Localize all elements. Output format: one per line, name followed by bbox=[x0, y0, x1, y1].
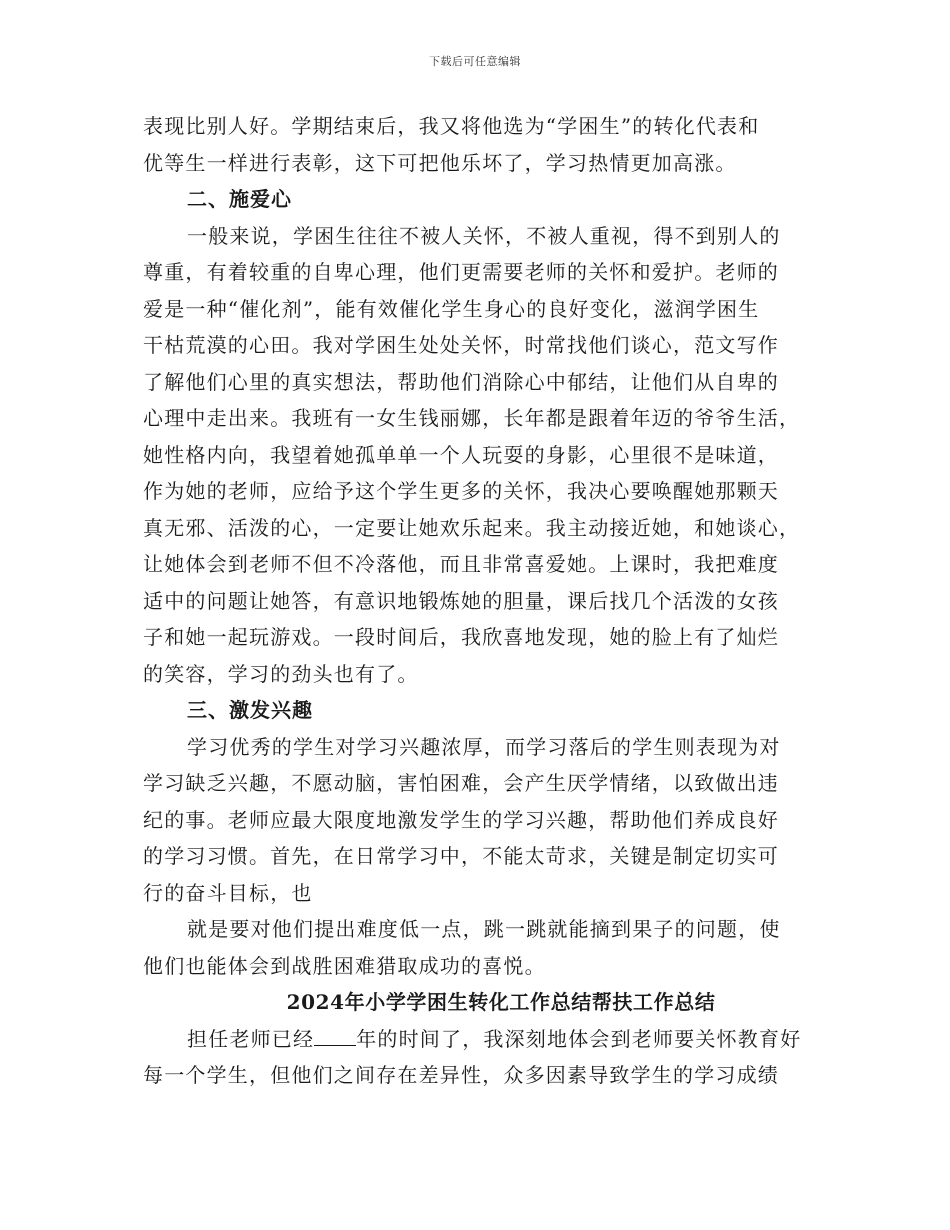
body-line: 学习优秀的学生对学习兴趣浓厚，而学习落后的学生则表现为对 bbox=[187, 734, 781, 759]
body-line: 真无邪、活泼的心，一定要让她欢乐起来。我主动接近她，和她谈心， bbox=[143, 515, 801, 540]
body-line: 学习缺乏兴趣，不愿动脑，害怕困难，会产生厌学情绪，以致做出违 bbox=[143, 771, 779, 795]
fill-in-blank bbox=[314, 1027, 356, 1046]
body-line: 的学习习惯。首先，在日常学习中，不能太苛求，关键是制定切实可 bbox=[143, 844, 779, 868]
body-line: 她性格内向，我望着她孤单单一个人玩耍的身影，心里很不是味道， bbox=[143, 442, 779, 467]
body-line bbox=[143, 1021, 823, 1058]
body-line: 表现比别人好。学期结束后，我又将他选为“学困生”的转化代表和 bbox=[143, 114, 760, 138]
body-line: 爱是一种“催化剂”，能有效催化学生身心的良好变化，滋润学困生 bbox=[143, 296, 760, 321]
body-line: 就是要对他们提出难度低一点，跳一跳就能摘到果子的问题，使 bbox=[187, 917, 781, 941]
line-end-text: 年的时间了，我深刻地体会到老师要关怀教育好 bbox=[356, 1026, 802, 1051]
section-heading: 二、施爱心 bbox=[187, 187, 292, 211]
body-line: 尊重，有着较重的自卑心理，他们更需要老师的关怀和爱护。老师的 bbox=[143, 260, 779, 284]
page-header: 下载后可任意编辑 bbox=[429, 55, 521, 68]
body-line: 子和她一起玩游戏。一段时间后，我欣喜地发现，她的脸上有了灿烂 bbox=[143, 625, 779, 649]
body-line: 优等生一样进行表彰，这下可把他乐坏了，学习热情更加高涨。 bbox=[143, 150, 737, 175]
body-line: 纪的事。老师应最大限度地激发学生的学习兴趣，帮助他们养成良好 bbox=[143, 807, 779, 832]
document-title: 2024年小学学困生转化工作总结帮扶工作总结 bbox=[286, 990, 716, 1014]
body-line: 的笑容，学习的劲头也有了。 bbox=[143, 661, 419, 686]
body-line: 作为她的老师，应给予这个学生更多的关怀，我决心要唤醒她那颗天 bbox=[143, 479, 779, 503]
body-line: 他们也能体会到战胜困难猎取成功的喜悦。 bbox=[143, 953, 546, 978]
line-start-text: 担任老师已经 bbox=[187, 1026, 315, 1051]
body-line: 了解他们心里的真实想法，帮助他们消除心中郁结，让他们从自卑的 bbox=[143, 369, 779, 394]
document-body bbox=[143, 108, 823, 1094]
body-line: 干枯荒漠的心田。我对学困生处处关怀，时常找他们谈心，范文写作 bbox=[143, 333, 779, 357]
body-line: 一般来说，学困生往往不被人关怀，不被人重视，得不到别人的 bbox=[187, 223, 781, 248]
section-heading: 三、激发兴趣 bbox=[187, 698, 313, 722]
body-line: 心理中走出来。我班有一女生钱丽娜，长年都是跟着年迈的爷爷生活， bbox=[143, 406, 801, 430]
body-line: 行的奋斗目标，也 bbox=[143, 880, 313, 905]
body-line: 每一个学生，但他们之间存在差异性，众多因素导致学生的学习成绩 bbox=[143, 1063, 779, 1087]
body-line: 让她体会到老师不但不冷落他，而且非常喜爱她。上课时，我把难度 bbox=[143, 552, 779, 576]
body-line: 适中的问题让她答，有意识地锻炼她的胆量，课后找几个活泼的女孩 bbox=[143, 588, 779, 613]
